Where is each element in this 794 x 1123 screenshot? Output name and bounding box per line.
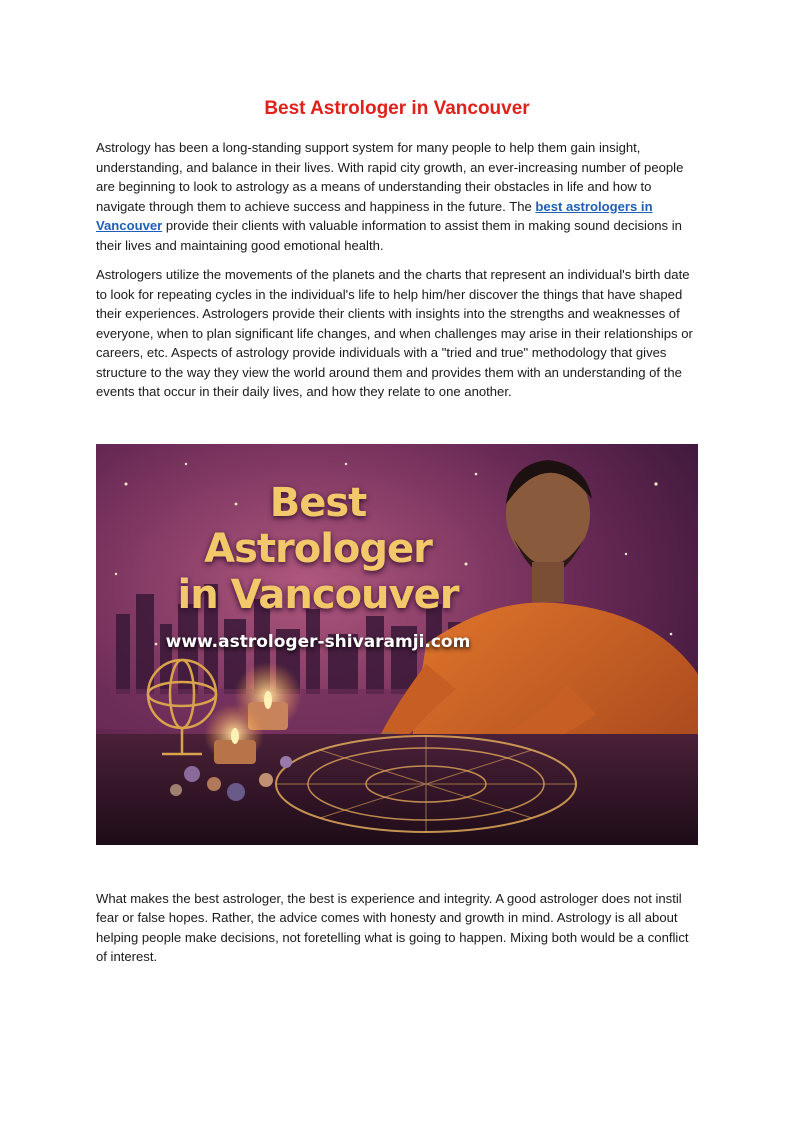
banner-text-block [158,480,478,652]
banner-website-url: www.astrologer-shivaramji.com [165,631,471,652]
page-title: Best Astrologer in Vancouver [264,98,530,119]
banner-title-line1: Best Astrologer [204,479,432,572]
best-astrologers-link[interactable]: best astrologers in Vancouver [96,198,653,233]
intro-text-after-link: provide their clients with valuable information to assist them in making sound decisions in their lives and maintaining good emotional health. [96,218,682,253]
intro-paragraph [96,138,698,255]
methods-paragraph: Astrologers utilize the movements of the planets and the charts that represent an individual's birth date to look for repeating cycles in the individual's life to help him/her discover the things that have shaped their experiences. Astrologers provide their clients with insights into the strengths and weaknesses of everyone, when to plan significant life changes, and when challenges may arise in their relationships or careers, etc. Aspects of astrology provide individuals with a "tried and true" methodology that gives structure to the way they view the world around them and provides them with an understanding of the events that occur in their daily lives, and how they relate to one another. [96,267,693,399]
banner-title-line2: in Vancouver [177,571,459,618]
closing-paragraph: What makes the best astrologer, the best is experience and integrity. A good astrologer does not instil fear or false hopes. Rather, the advice comes with honesty and growth in mind. Astrology is all about helping people make decisions, not foretelling what is going to happen. Mixing both would be a conflict of interest. [96,890,689,964]
banner-image [96,444,698,845]
intro-text-before-link: Astrology has been a long-standing support system for many people to help them gain insight, understanding, and balance in their lives. With rapid city growth, an ever-increasing number of people are beginning to look to astrology as a means of understanding their obstacles in life and how to navigate through them to achieve success and happiness in the future. The [96,140,684,214]
document-page [96,96,698,977]
